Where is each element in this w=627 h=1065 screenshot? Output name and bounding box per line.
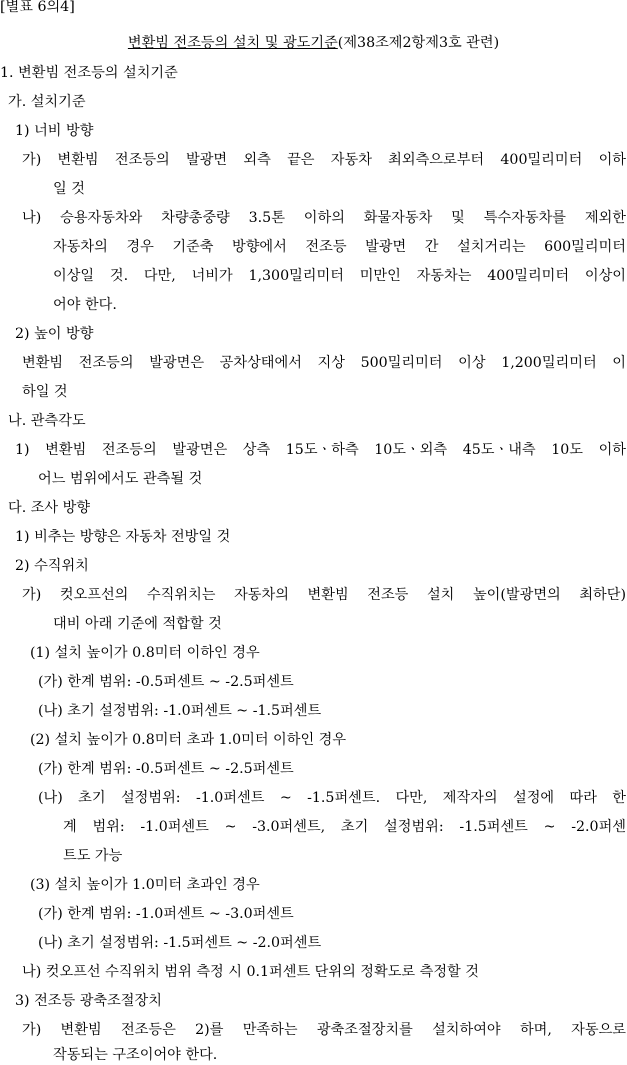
title-main: 변환빔 전조등의 설치 및 광도기준 (127, 35, 338, 51)
paragraph-line: (나) 초기 설정범위: -1.0퍼센트 ~ -1.5퍼센트. 다만, 제작자의 설정에 따라 한 (38, 790, 626, 806)
subsection-heading: 다. 조사 방향 (8, 500, 91, 516)
title-reference: (제38조제2항제3호 관련) (337, 35, 500, 51)
item-heading: 2) 높이 방향 (15, 326, 94, 342)
paragraph-line: 계 범위: -1.0퍼센트 ~ -3.0퍼센트, 초기 설정범위: -1.5퍼센트 ~ -2.0퍼센 (63, 819, 626, 835)
paragraph-line: (나) 초기 설정범위: -1.0퍼센트 ~ -1.5퍼센트 (38, 703, 322, 719)
paragraph-line: (3) 설치 높이가 1.0미터 초과인 경우 (30, 877, 260, 893)
paragraph-line: 가) 컷오프선의 수직위치는 자동차의 변환빔 전조등 설치 높이(발광면의 최하단) (22, 587, 626, 603)
item-heading: 1) 너비 방향 (15, 123, 94, 139)
paragraph-line: (가) 한계 범위: -1.0퍼센트 ~ -3.0퍼센트 (38, 906, 294, 922)
paragraph-line: 변환빔 전조등의 발광면은 공차상태에서 지상 500밀리미터 이상 1,200밀리미터 이 (22, 355, 626, 371)
paragraph-line: 일 것 (53, 181, 85, 197)
paragraph-line: 트도 가능 (63, 848, 123, 864)
paragraph-line: 나) 컷오프선 수직위치 범위 측정 시 0.1퍼센트 단위의 정확도로 측정할 것 (22, 964, 479, 980)
item-heading: 1) 비추는 방향은 자동차 전방일 것 (15, 529, 231, 545)
paragraph-line: 어느 범위에서도 관측될 것 (38, 471, 203, 487)
paragraph-line: (2) 설치 높이가 0.8미터 초과 1.0미터 이하인 경우 (30, 732, 347, 748)
subsection-heading: 나. 관측각도 (8, 413, 86, 429)
paragraph-line: (나) 초기 설정범위: -1.5퍼센트 ~ -2.0퍼센트 (38, 935, 322, 951)
paragraph-line: 하일 것 (22, 384, 68, 400)
appendix-tag: [별표 6의4] (0, 0, 75, 15)
paragraph-line: 이상일 것. 다만, 너비가 1,300밀리미터 미만인 자동차는 400밀리미터 이상이 (53, 268, 626, 284)
paragraph-line: (1) 설치 높이가 0.8미터 이하인 경우 (30, 645, 260, 661)
document-title (0, 33, 627, 53)
item-heading: 2) 수직위치 (15, 558, 89, 574)
subsection-heading: 가. 설치기준 (8, 94, 86, 110)
paragraph-line: 어야 한다. (53, 297, 117, 313)
paragraph-line: 가) 변환빔 전조등은 2)를 만족하는 광축조절장치를 설치하여야 하며, 자동으로 (22, 1022, 626, 1038)
paragraph-line: 대비 아래 기준에 적합할 것 (53, 616, 222, 632)
paragraph-line: 작동되는 구조이어야 한다. (53, 1047, 218, 1063)
paragraph-line: 1) 변환빔 전조등의 발광면은 상측 15도ㆍ하측 10도ㆍ외측 45도ㆍ내측 10도 이하 (15, 442, 626, 458)
paragraph-line: (가) 한계 범위: -0.5퍼센트 ~ -2.5퍼센트 (38, 761, 294, 777)
paragraph-line: 나) 승용자동차와 차량총중량 3.5톤 이하의 화물자동차 및 특수자동차를 제외한 (22, 210, 626, 226)
paragraph-line: (가) 한계 범위: -0.5퍼센트 ~ -2.5퍼센트 (38, 674, 294, 690)
item-heading: 3) 전조등 광축조절장치 (15, 993, 162, 1009)
paragraph-line: 가) 변환빔 전조등의 발광면 외측 끝은 자동차 최외측으로부터 400밀리미터 이하 (22, 152, 626, 168)
section-heading: 1. 변환빔 전조등의 설치기준 (0, 65, 178, 81)
paragraph-line: 자동차의 경우 기준축 방향에서 전조등 발광면 간 설치거리는 600밀리미터 (53, 239, 626, 255)
